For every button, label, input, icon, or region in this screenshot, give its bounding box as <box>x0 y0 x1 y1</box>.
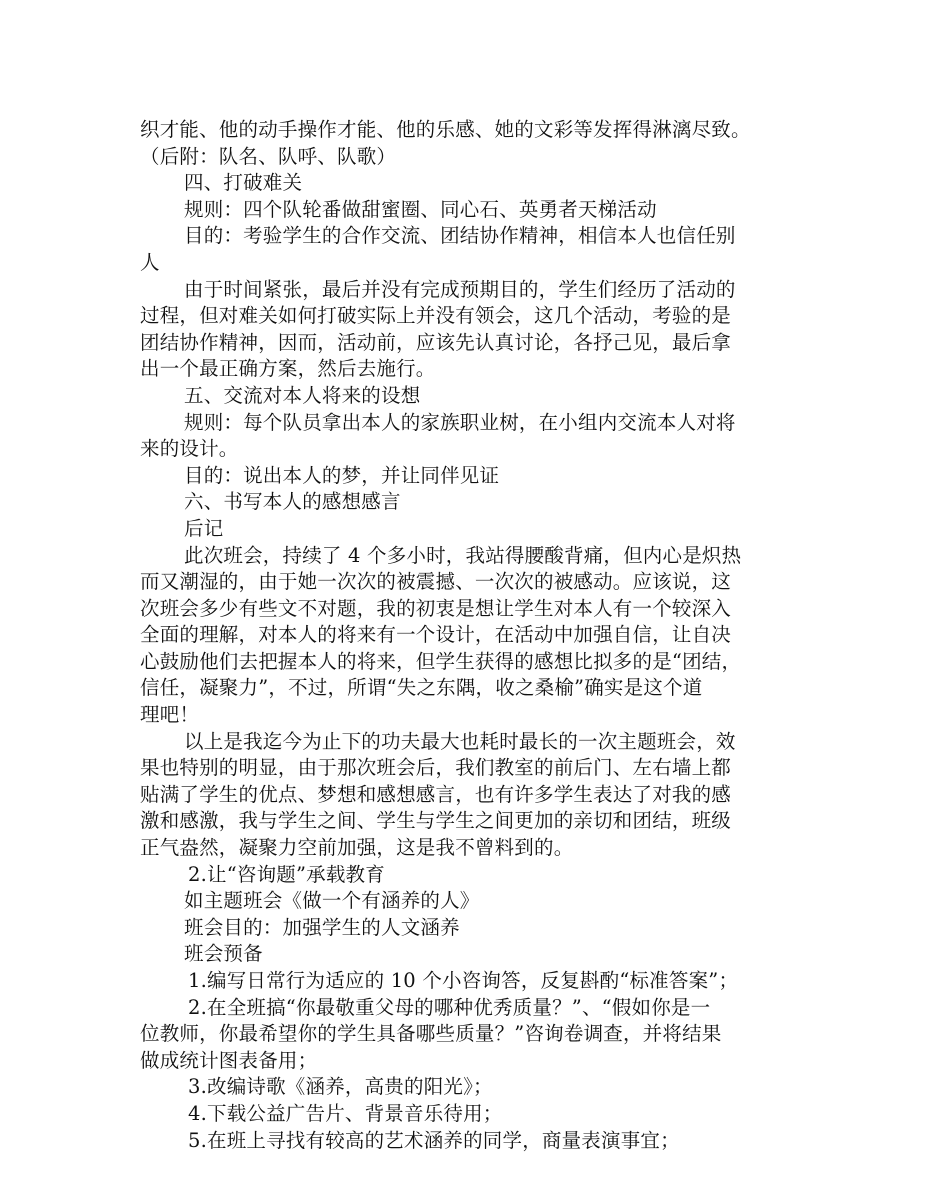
text-line: 以上是我迄今为止下的功夫最大也耗时最长的一次主题班会，效 <box>184 729 736 753</box>
text-line: 织才能、他的动手操作才能、他的乐感、她的文彩等发挥得淋漓尽致。 <box>140 118 751 141</box>
text-line: 正气盎然，凝聚力空前加强，这是我不曾料到的。 <box>140 836 574 860</box>
text-line: 激和感激，我与学生之间、学生与学生之间更加的亲切和团结，班级 <box>140 809 732 833</box>
section-heading: 六、书写本人的感想感言 <box>184 490 401 514</box>
text-line: （后附：队名、队呼、队歌） <box>140 144 397 168</box>
text-line: 团结协作精神，因而，活动前，应该先认真讨论，各抒己见，最后拿 <box>140 330 732 354</box>
section-heading: 后记 <box>184 516 224 540</box>
text-line: 人 <box>140 250 160 274</box>
list-item: 5.在班上寻找有较高的艺术涵养的同学，商量表演事宜； <box>188 1128 680 1152</box>
text-line: 规则：每个队员拿出本人的家族职业树，在小组内交流本人对将 <box>184 410 736 434</box>
text-line: 位教师，你最希望你的学生具备哪些质量？”咨询卷调查，并将结果 <box>140 1022 722 1046</box>
text-line: 此次班会，持续了 4 个多小时，我站得腰酸背痛，但内心是炽热 <box>184 543 742 567</box>
list-item: 2.在全班搞“你最敬重父母的哪种优秀质量？”、“假如你是一 <box>188 995 711 1019</box>
text-line: 果也特别的明显，由于那次班会后，我们教室的前后门、左右墙上都 <box>140 756 732 780</box>
text-line: 来的设计。 <box>140 437 239 461</box>
text-line: 由于时间紧张，最后并没有完成预期目的，学生们经历了活动的 <box>184 277 736 301</box>
text-line: 班会目的：加强学生的人文涵养 <box>184 915 460 939</box>
text-line: 班会预备 <box>184 942 263 966</box>
text-line: 理吧！ <box>140 703 200 727</box>
text-line: 心鼓励他们去把握本人的将来，但学生获得的感想比拟多的是“团结， <box>140 649 742 673</box>
text-line: 全面的理解，对本人的将来有一个设计，在活动中加强自信，让自决 <box>140 623 732 647</box>
text-line: 信任，凝聚力”，不过，所谓“失之东隅，收之桑榆”确实是这个道 <box>140 676 703 700</box>
section-heading: 五、交流对本人将来的设想 <box>184 383 421 407</box>
list-item: 1.编写日常行为适应的 10 个小咨询答，反复斟酌“标准答案”； <box>188 969 739 992</box>
list-item: 3.改编诗歌《涵养，高贵的阳光》； <box>188 1075 493 1099</box>
list-item: 4.下载公益广告片、背景音乐待用； <box>188 1101 503 1125</box>
text-line: 过程，但对难关如何打破实际上并没有领会，这几个活动，考验的是 <box>140 304 732 328</box>
text-line: 目的：说出本人的梦，并让同伴见证 <box>184 463 500 487</box>
text-line: 做成统计图表备用； <box>140 1048 318 1072</box>
text-line: 规则：四个队轮番做甜蜜圈、同心石、英勇者天梯活动 <box>184 197 657 221</box>
section-heading: 2.让“咨询题”承载教育 <box>188 862 385 886</box>
text-line: 而又潮湿的，由于她一次次的被震撼、一次次的被感动。应该说，这 <box>140 570 732 594</box>
section-heading: 四、打破难关 <box>184 171 303 195</box>
text-line: 如主题班会《做一个有涵养的人》 <box>184 889 480 913</box>
text-line: 次班会多少有些文不对题，我的初衷是想让学生对本人有一个较深入 <box>140 596 732 620</box>
text-line: 目的：考验学生的合作交流、团结协作精神，相信本人也信任别 <box>184 224 736 248</box>
text-line: 出一个最正确方案，然后去施行。 <box>140 357 436 381</box>
text-line: 贴满了学生的优点、梦想和感想感言，也有许多学生表达了对我的感 <box>140 782 732 806</box>
document-page <box>140 117 812 1154</box>
